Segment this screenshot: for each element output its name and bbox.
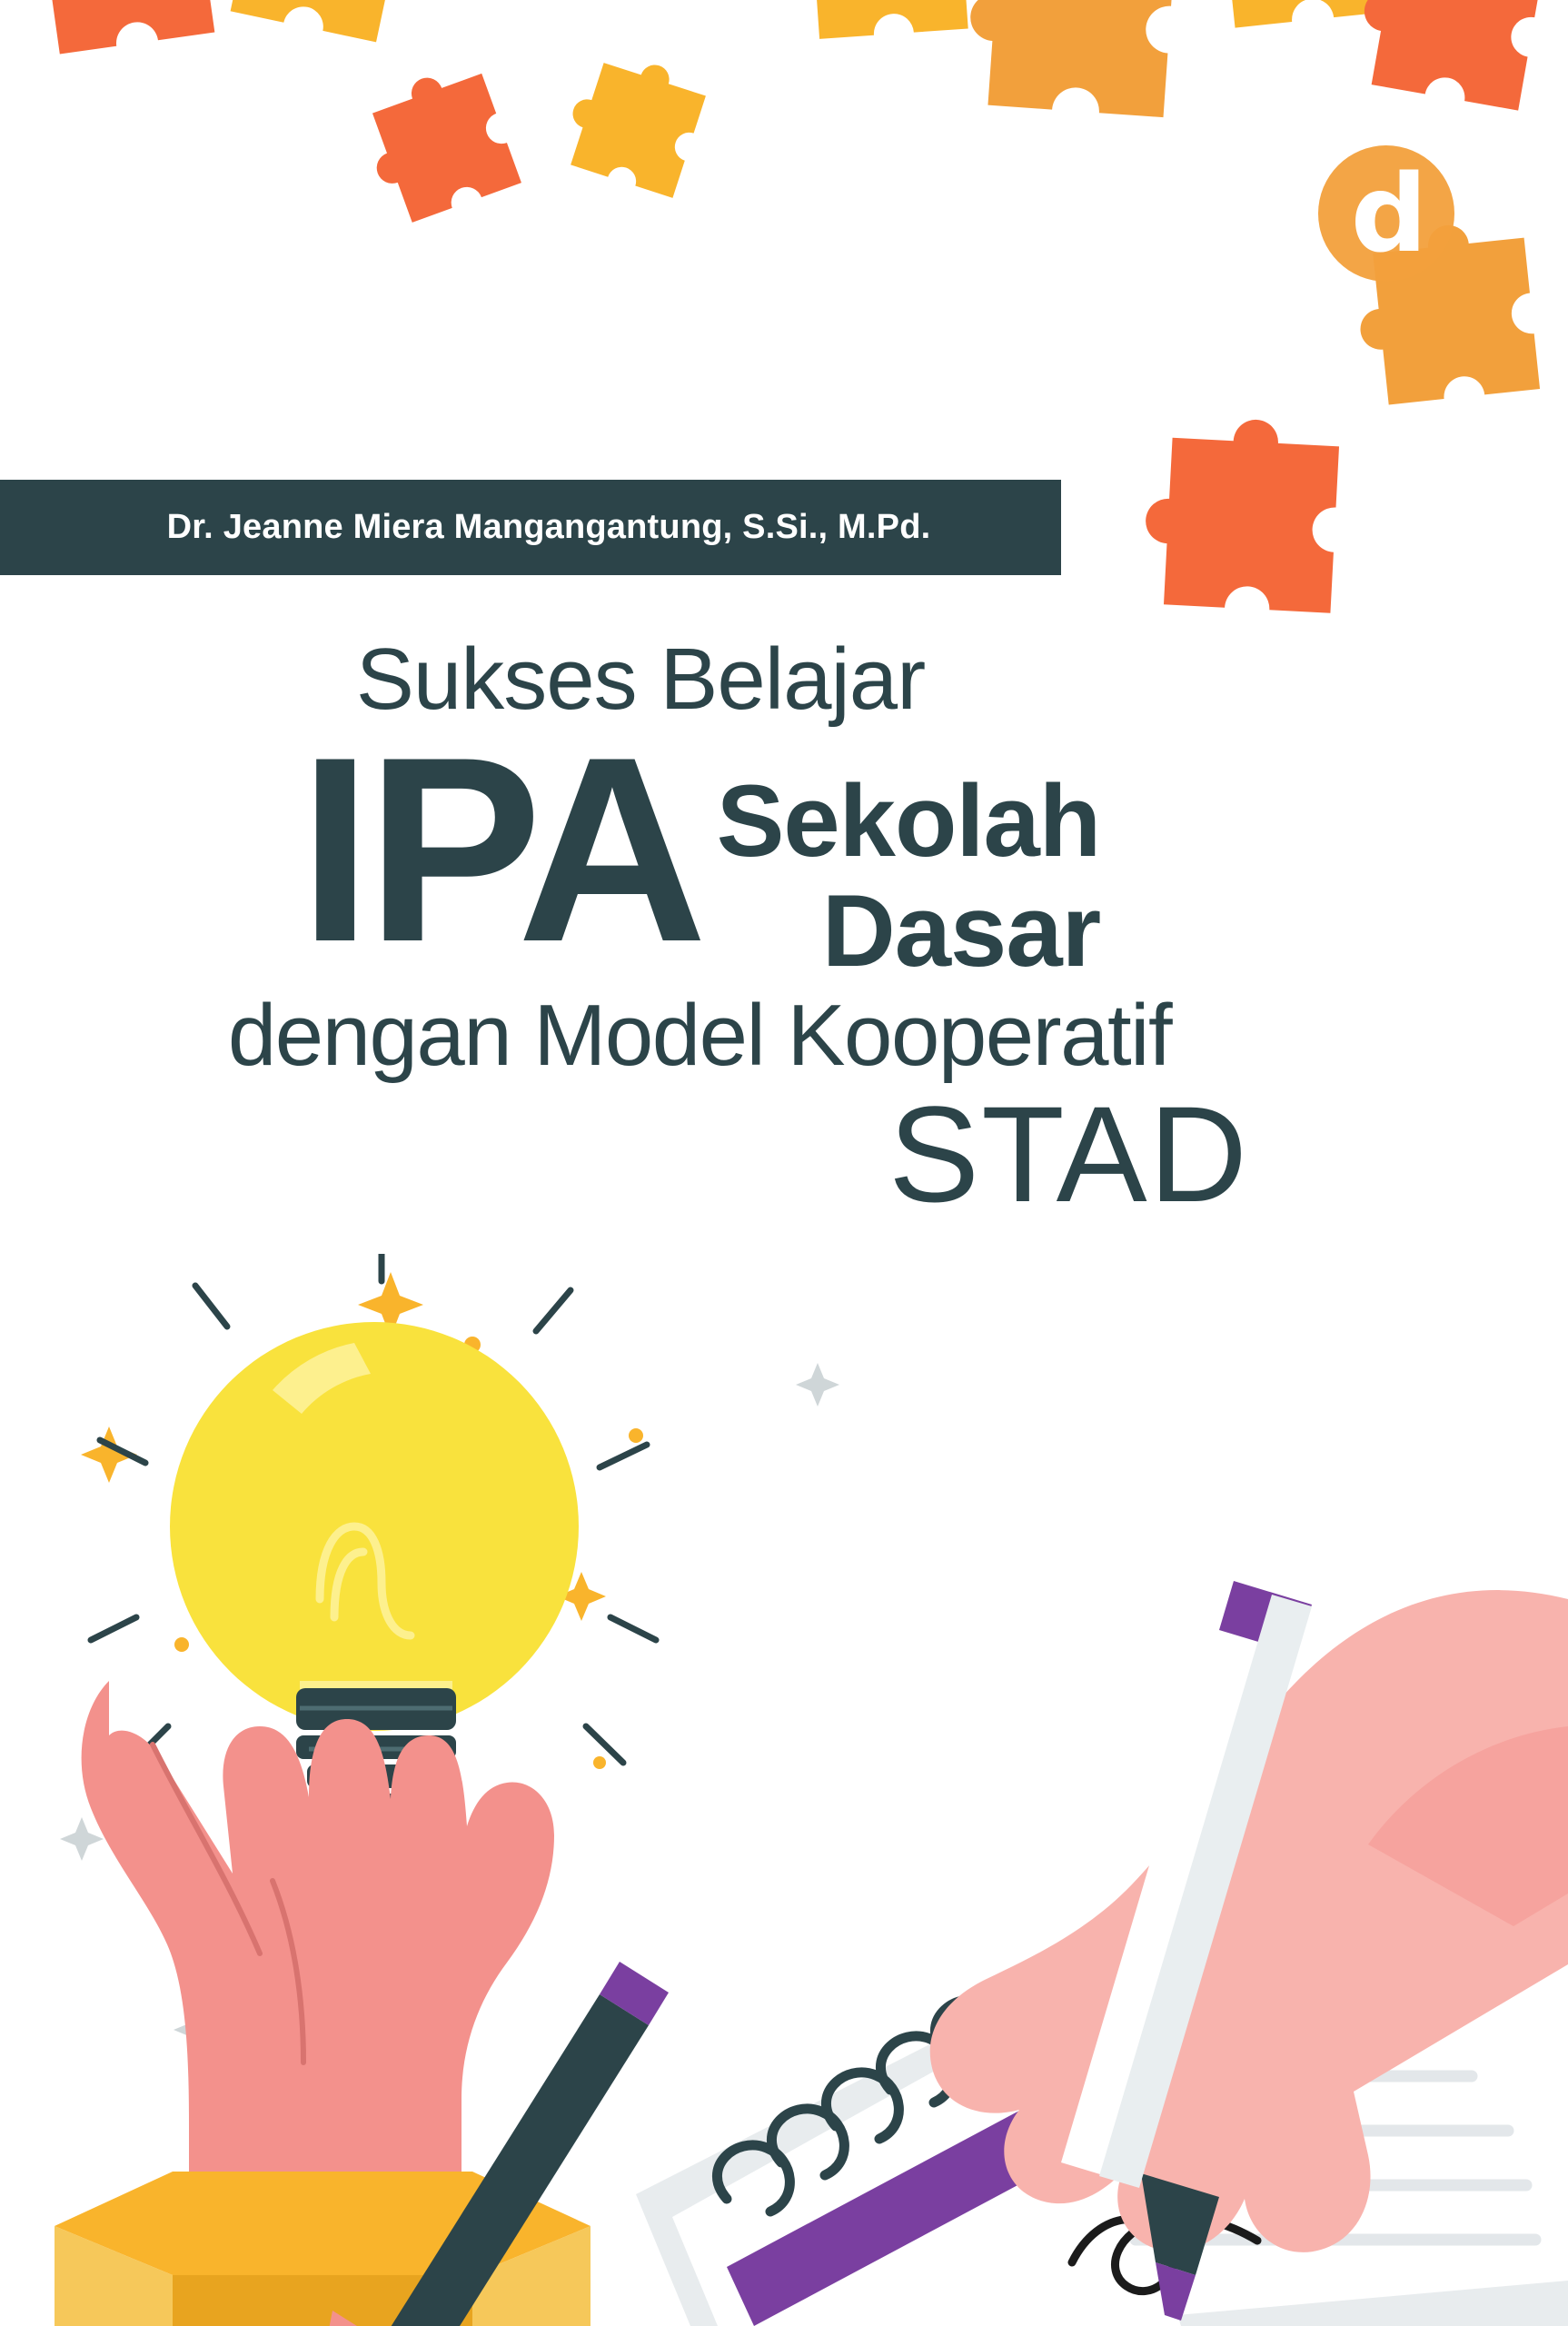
publisher-logo <box>1318 145 1454 282</box>
title-line-3: dengan Model Kooperatif <box>227 986 1172 1084</box>
title-row-acronym <box>0 702 1435 997</box>
title-line-1: Sukses Belajar <box>355 631 926 728</box>
title-subject-words <box>716 764 1101 988</box>
title-acronym: IPA <box>298 702 702 997</box>
logo-letter: d <box>1350 151 1423 276</box>
author-name: Dr. Jeanne Miera Mangangantung, S.Si., M.Pd. <box>166 508 931 546</box>
title-word-sekolah: Sekolah <box>716 764 1101 878</box>
title-block <box>0 631 1435 1230</box>
author-bar <box>0 480 1061 575</box>
title-line-4: STAD <box>888 1077 1249 1230</box>
title-word-dasar: Dasar <box>821 873 1101 988</box>
cover-illustration <box>0 1254 1568 2326</box>
